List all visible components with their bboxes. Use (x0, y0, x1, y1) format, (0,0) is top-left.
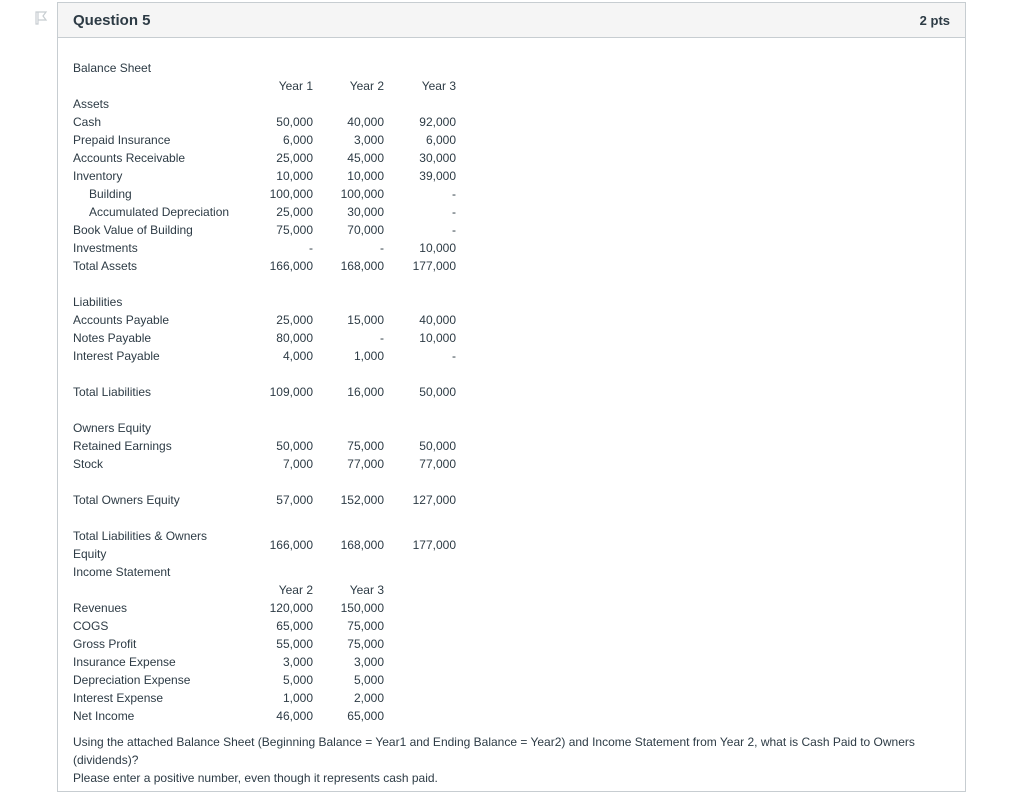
balance-sheet-year-header-value: Year 3 (421, 79, 456, 93)
total-liabilities-row-label: Total Liabilities (73, 385, 152, 399)
asset-row-value: 10,000 (276, 169, 313, 183)
total-liabilities-row-value: 16,000 (347, 385, 384, 399)
asset-row-value: 30,000 (347, 205, 384, 219)
asset-row-label: Inventory (73, 169, 123, 183)
asset-row-value: 70,000 (347, 223, 384, 237)
income-row-value: 65,000 (276, 619, 313, 633)
income-row-label: COGS (73, 619, 109, 633)
total-equity-row-value: 127,000 (412, 493, 456, 507)
asset-row-value: 10,000 (419, 241, 456, 255)
asset-row-label: Cash (73, 115, 102, 129)
asset-row-value: 75,000 (276, 223, 313, 237)
total-equity-row-value: 152,000 (340, 493, 384, 507)
asset-row-value: 6,000 (425, 133, 456, 147)
income-row-value: 2,000 (353, 691, 384, 705)
liability-row-value: - (452, 349, 456, 363)
income-row-value: 65,000 (347, 709, 384, 723)
question-prompt (73, 733, 963, 787)
total-le-label-line1-label: Total Liabilities & Owners (73, 529, 208, 543)
asset-row-label: Accounts Receivable (73, 151, 186, 165)
liability-row-value: 80,000 (276, 331, 313, 345)
asset-row-label: Accumulated Depreciation (89, 205, 230, 219)
total-le-label-line2-label: Equity (73, 547, 107, 561)
equity-row-value: 7,000 (282, 457, 313, 471)
income-row-label: Interest Expense (73, 691, 164, 705)
asset-row-value: 166,000 (269, 259, 313, 273)
asset-row-value: 30,000 (419, 151, 456, 165)
asset-row-value: - (452, 187, 456, 201)
question-prompt-line1: Using the attached Balance Sheet (Beginning Balance = Year1 and Ending Balance = Year2) and Income Statement from Year 2, what is Cash Paid to Owners (dividends)? (73, 735, 915, 767)
liability-row-label: Interest Payable (73, 349, 160, 363)
balance-sheet-title-label: Balance Sheet (73, 61, 152, 75)
asset-row-value: 92,000 (419, 115, 456, 129)
income-row-value: 46,000 (276, 709, 313, 723)
equity-row-value: 50,000 (276, 439, 313, 453)
asset-row-value: 100,000 (269, 187, 313, 201)
equity-row-value: 50,000 (419, 439, 456, 453)
income-row-label: Net Income (73, 709, 135, 723)
total-le-values-value: 177,000 (412, 538, 456, 552)
income-row-value: 3,000 (282, 655, 313, 669)
asset-row-value: 10,000 (347, 169, 384, 183)
question-card (57, 2, 966, 792)
equity-row-value: 77,000 (347, 457, 384, 471)
asset-row-value: 25,000 (276, 151, 313, 165)
income-row-value: 150,000 (340, 601, 384, 615)
income-row-value: 5,000 (353, 673, 384, 687)
equity-row-label: Retained Earnings (73, 439, 172, 453)
total-liabilities-row-value: 109,000 (269, 385, 313, 399)
income-row-value: 5,000 (282, 673, 313, 687)
income-statement-title-label: Income Statement (73, 565, 171, 579)
assets-heading-label: Assets (73, 97, 110, 111)
asset-row-value: 100,000 (340, 187, 384, 201)
total-le-values-value: 168,000 (340, 538, 384, 552)
equity-row-label: Stock (73, 457, 104, 471)
liabilities-heading-label: Liabilities (73, 295, 123, 309)
asset-row-value: 40,000 (347, 115, 384, 129)
asset-row-value: - (309, 241, 313, 255)
liability-row-value: - (380, 331, 384, 345)
equity-row-value: 75,000 (347, 439, 384, 453)
income-statement-year-header-value: Year 3 (349, 583, 384, 597)
income-row-value: 75,000 (347, 619, 384, 633)
income-statement-year-header-value: Year 2 (278, 583, 313, 597)
income-row-value: 1,000 (282, 691, 313, 705)
asset-row-value: 39,000 (419, 169, 456, 183)
income-row-value: 3,000 (353, 655, 384, 669)
liability-row-label: Notes Payable (73, 331, 152, 345)
question-points: 2 pts (919, 13, 950, 28)
asset-row-value: 50,000 (276, 115, 313, 129)
asset-row-value: 6,000 (282, 133, 313, 147)
asset-row-value: 177,000 (412, 259, 456, 273)
asset-row-label: Prepaid Insurance (73, 133, 171, 147)
liability-row-value: 40,000 (419, 313, 456, 327)
equity-row-value: 77,000 (419, 457, 456, 471)
income-row-label: Depreciation Expense (73, 673, 191, 687)
income-row-value: 55,000 (276, 637, 313, 651)
asset-row-value: - (452, 205, 456, 219)
total-equity-row-label: Total Owners Equity (73, 493, 180, 507)
liability-row-value: 4,000 (282, 349, 313, 363)
asset-row-value: 3,000 (353, 133, 384, 147)
question-prompt-line2: Please enter a positive number, even though it represents cash paid. (73, 771, 438, 785)
liability-row-value: 15,000 (347, 313, 384, 327)
income-row-label: Insurance Expense (73, 655, 176, 669)
flag-icon[interactable] (34, 11, 48, 25)
asset-row-label: Investments (73, 241, 138, 255)
income-row-label: Revenues (73, 601, 128, 615)
asset-row-label: Building (89, 187, 132, 201)
liability-row-label: Accounts Payable (73, 313, 170, 327)
asset-row-value: 25,000 (276, 205, 313, 219)
income-row-value: 75,000 (347, 637, 384, 651)
liability-row-value: 10,000 (419, 331, 456, 345)
balance-sheet-year-header-value: Year 2 (349, 79, 384, 93)
equity-heading-label: Owners Equity (73, 421, 152, 435)
income-row-value: 120,000 (269, 601, 313, 615)
income-row-label: Gross Profit (73, 637, 137, 651)
asset-row-value: - (380, 241, 384, 255)
total-equity-row-value: 57,000 (276, 493, 313, 507)
question-header (58, 3, 965, 38)
asset-row-value: 45,000 (347, 151, 384, 165)
total-liabilities-row-value: 50,000 (419, 385, 456, 399)
question-title: Question 5 (73, 12, 151, 29)
liability-row-value: 25,000 (276, 313, 313, 327)
total-le-values-value: 166,000 (269, 538, 313, 552)
balance-sheet-year-header-value: Year 1 (278, 79, 313, 93)
asset-row-value: - (452, 223, 456, 237)
asset-row-value: 168,000 (340, 259, 384, 273)
asset-row-label: Total Assets (73, 259, 138, 273)
asset-row-label: Book Value of Building (73, 223, 193, 237)
liability-row-value: 1,000 (353, 349, 384, 363)
